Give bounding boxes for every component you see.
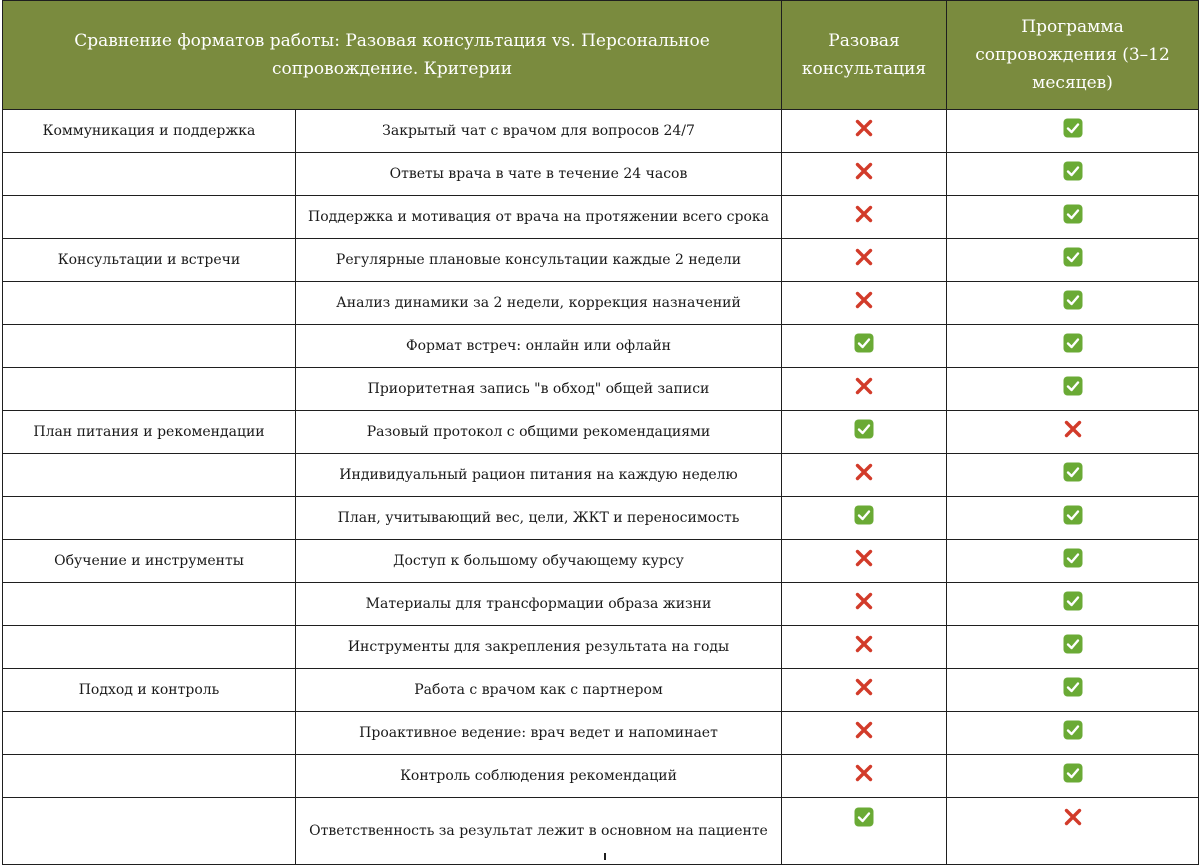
program-mark-cell xyxy=(947,583,1199,626)
table-row xyxy=(3,282,1199,325)
criterion-cell: Доступ к большому обучающему курсу xyxy=(296,540,782,583)
program-mark-cell xyxy=(947,454,1199,497)
single-consultation-header: Разовая консультация xyxy=(782,1,947,110)
comparison-table xyxy=(2,0,1199,865)
criterion-cell: План, учитывающий вес, цели, ЖКТ и переносимость xyxy=(296,497,782,540)
table-row xyxy=(3,798,1199,865)
table-row xyxy=(3,411,1199,454)
category-cell: План питания и рекомендации xyxy=(3,411,296,454)
table-title-header: Сравнение форматов работы: Разовая консультация vs. Персональное сопровождение. Критерии xyxy=(3,1,782,110)
cross-icon xyxy=(854,634,874,654)
cross-icon xyxy=(854,677,874,697)
check-icon xyxy=(1063,247,1083,267)
program-mark-cell xyxy=(947,755,1199,798)
criterion-cell: Работа с врачом как с партнером xyxy=(296,669,782,712)
single-mark-cell xyxy=(782,454,947,497)
criterion-cell: Регулярные плановые консультации каждые 2 недели xyxy=(296,239,782,282)
table-row xyxy=(3,626,1199,669)
check-icon xyxy=(1063,634,1083,654)
check-icon xyxy=(1063,204,1083,224)
table-row xyxy=(3,239,1199,282)
table-row xyxy=(3,669,1199,712)
category-cell xyxy=(3,712,296,755)
table-row xyxy=(3,497,1199,540)
table-row xyxy=(3,196,1199,239)
category-cell xyxy=(3,368,296,411)
check-icon xyxy=(1063,333,1083,353)
program-mark-cell xyxy=(947,110,1199,153)
program-mark-cell xyxy=(947,196,1199,239)
category-cell: Консультации и встречи xyxy=(3,239,296,282)
program-mark-cell xyxy=(947,153,1199,196)
check-icon xyxy=(1063,763,1083,783)
category-cell xyxy=(3,626,296,669)
criterion-cell: Закрытый чат с врачом для вопросов 24/7 xyxy=(296,110,782,153)
criterion-cell: Материалы для трансформации образа жизни xyxy=(296,583,782,626)
single-mark-cell xyxy=(782,669,947,712)
cross-icon xyxy=(854,548,874,568)
program-header: Программа сопровождения (3–12 месяцев) xyxy=(947,1,1199,110)
category-cell: Подход и контроль xyxy=(3,669,296,712)
table-row xyxy=(3,110,1199,153)
single-mark-cell xyxy=(782,282,947,325)
single-mark-cell xyxy=(782,497,947,540)
check-icon xyxy=(1063,462,1083,482)
criterion-cell: Проактивное ведение: врач ведет и напоминает xyxy=(296,712,782,755)
criterion-cell: Приоритетная запись "в обход" общей записи xyxy=(296,368,782,411)
check-icon xyxy=(1063,118,1083,138)
cross-icon xyxy=(1063,807,1083,827)
table-row xyxy=(3,368,1199,411)
table-row xyxy=(3,540,1199,583)
cross-icon xyxy=(854,720,874,740)
program-mark-cell xyxy=(947,282,1199,325)
check-icon xyxy=(854,807,874,827)
table-row xyxy=(3,755,1199,798)
divider-mark xyxy=(604,853,606,860)
check-icon xyxy=(1063,720,1083,740)
check-icon xyxy=(1063,548,1083,568)
single-mark-cell xyxy=(782,196,947,239)
cross-icon xyxy=(854,376,874,396)
check-icon xyxy=(1063,376,1083,396)
check-icon xyxy=(854,419,874,439)
cross-icon xyxy=(854,247,874,267)
comparison-table-container xyxy=(2,0,1198,865)
category-cell xyxy=(3,755,296,798)
program-mark-cell xyxy=(947,540,1199,583)
cross-icon xyxy=(854,763,874,783)
category-cell xyxy=(3,583,296,626)
cross-icon xyxy=(854,591,874,611)
table-body xyxy=(3,110,1199,865)
category-cell xyxy=(3,798,296,865)
category-cell xyxy=(3,454,296,497)
category-cell xyxy=(3,153,296,196)
single-mark-cell xyxy=(782,583,947,626)
single-mark-cell xyxy=(782,368,947,411)
program-mark-cell xyxy=(947,497,1199,540)
cross-icon xyxy=(854,462,874,482)
single-mark-cell xyxy=(782,712,947,755)
program-mark-cell xyxy=(947,325,1199,368)
category-cell xyxy=(3,196,296,239)
check-icon xyxy=(854,505,874,525)
cross-icon xyxy=(854,290,874,310)
criterion-cell: Индивидуальный рацион питания на каждую неделю xyxy=(296,454,782,497)
single-mark-cell xyxy=(782,540,947,583)
table-header-row xyxy=(3,1,1199,110)
category-cell xyxy=(3,325,296,368)
table-row xyxy=(3,583,1199,626)
cross-icon xyxy=(1063,419,1083,439)
criterion-cell: Разовый протокол с общими рекомендациями xyxy=(296,411,782,454)
single-mark-cell xyxy=(782,755,947,798)
single-mark-cell xyxy=(782,110,947,153)
program-mark-cell xyxy=(947,669,1199,712)
criterion-cell: Ответы врача в чате в течение 24 часов xyxy=(296,153,782,196)
single-mark-cell xyxy=(782,626,947,669)
program-mark-cell xyxy=(947,368,1199,411)
cross-icon xyxy=(854,204,874,224)
category-cell xyxy=(3,497,296,540)
program-mark-cell xyxy=(947,626,1199,669)
cross-icon xyxy=(854,161,874,181)
table-row xyxy=(3,325,1199,368)
check-icon xyxy=(1063,677,1083,697)
category-cell: Обучение и инструменты xyxy=(3,540,296,583)
check-icon xyxy=(1063,591,1083,611)
criterion-cell: Анализ динамики за 2 недели, коррекция назначений xyxy=(296,282,782,325)
check-icon xyxy=(854,333,874,353)
table-row xyxy=(3,712,1199,755)
check-icon xyxy=(1063,505,1083,525)
category-cell xyxy=(3,282,296,325)
single-mark-cell xyxy=(782,411,947,454)
program-mark-cell xyxy=(947,798,1199,865)
single-mark-cell xyxy=(782,153,947,196)
table-row xyxy=(3,153,1199,196)
program-mark-cell xyxy=(947,712,1199,755)
cross-icon xyxy=(854,118,874,138)
check-icon xyxy=(1063,290,1083,310)
criterion-cell: Инструменты для закрепления результата на годы xyxy=(296,626,782,669)
single-mark-cell xyxy=(782,239,947,282)
criterion-cell: Контроль соблюдения рекомендаций xyxy=(296,755,782,798)
program-mark-cell xyxy=(947,411,1199,454)
table-row xyxy=(3,454,1199,497)
single-mark-cell xyxy=(782,798,947,865)
criterion-cell: Поддержка и мотивация от врача на протяжении всего срока xyxy=(296,196,782,239)
check-icon xyxy=(1063,161,1083,181)
criterion-cell: Формат встреч: онлайн или офлайн xyxy=(296,325,782,368)
single-mark-cell xyxy=(782,325,947,368)
criterion-cell: Ответственность за результат лежит в основном на пациенте xyxy=(296,798,782,865)
program-mark-cell xyxy=(947,239,1199,282)
category-cell: Коммуникация и поддержка xyxy=(3,110,296,153)
